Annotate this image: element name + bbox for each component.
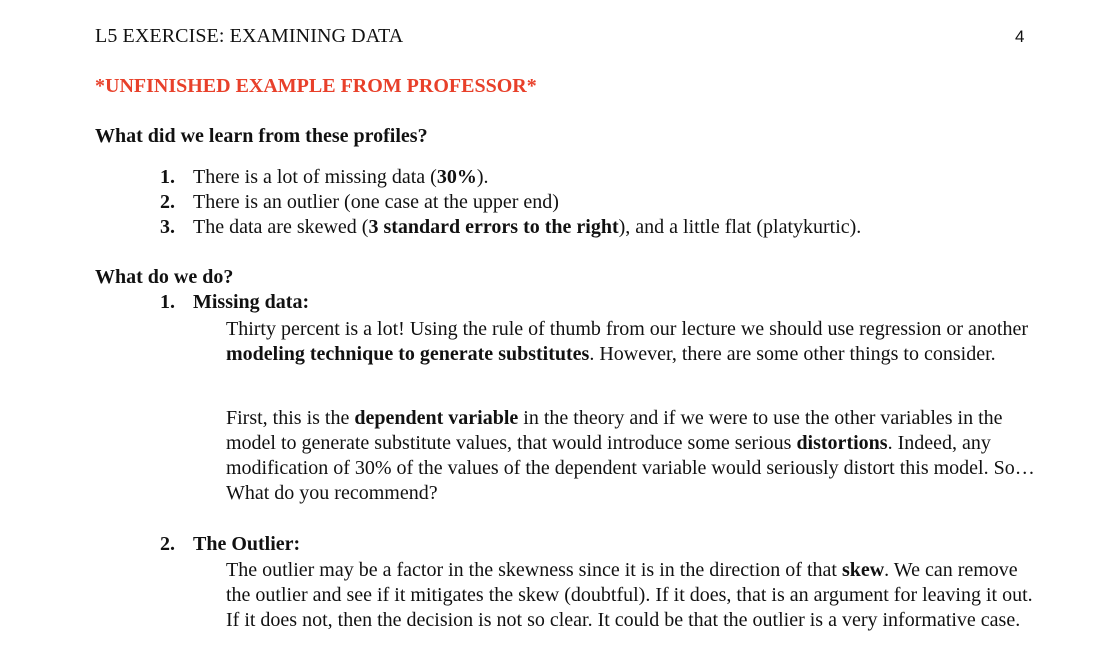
missing-data-paragraph-1: Thirty percent is a lot! Using the rule of thumb from our lecture we should use regression or another modeling technique to generate substitutes. However, there are some other things to consider. bbox=[226, 318, 1029, 365]
learned-item-1: There is a lot of missing data (30%). bbox=[193, 166, 489, 188]
outlier-title: The Outlier: bbox=[193, 533, 301, 555]
outlier-paragraph: The outlier may be a factor in the skewness since it is in the direction of that skew. We can remove the outlier and see if it mitigates the skew (doubtful). If it does, that is an argument for leaving it out. If it does not, then the decision is not so clear. It could be that the outlier is a very informative case. bbox=[226, 559, 1033, 631]
learned-item-3-number: 3. bbox=[160, 216, 175, 238]
outlier-number: 2. bbox=[160, 533, 175, 555]
unfinished-example-banner: *UNFINISHED EXAMPLE FROM PROFESSOR* bbox=[95, 75, 537, 97]
page-number: 4 bbox=[1015, 27, 1025, 46]
missing-data-paragraph-2: First, this is the dependent variable in the theory and if we were to use the other variables in the model to generate substitute values, that would introduce some serious distortions. Indeed, any modification of 30% of the values of the dependent variable would seriously distort this model. So… What do you recommend? bbox=[226, 407, 1035, 504]
learned-item-2-number: 2. bbox=[160, 191, 175, 213]
learned-item-3: The data are skewed (3 standard errors to the right), and a little flat (platykurtic). bbox=[193, 216, 862, 238]
todo-heading: What do we do? bbox=[95, 266, 234, 288]
missing-data-title: Missing data: bbox=[193, 291, 310, 313]
document-header-title: L5 EXERCISE: EXAMINING DATA bbox=[95, 25, 404, 47]
missing-data-number: 1. bbox=[160, 291, 175, 313]
learned-item-2: There is an outlier (one case at the upper end) bbox=[193, 191, 559, 213]
learned-item-1-number: 1. bbox=[160, 166, 175, 188]
learned-heading: What did we learn from these profiles? bbox=[95, 125, 428, 147]
